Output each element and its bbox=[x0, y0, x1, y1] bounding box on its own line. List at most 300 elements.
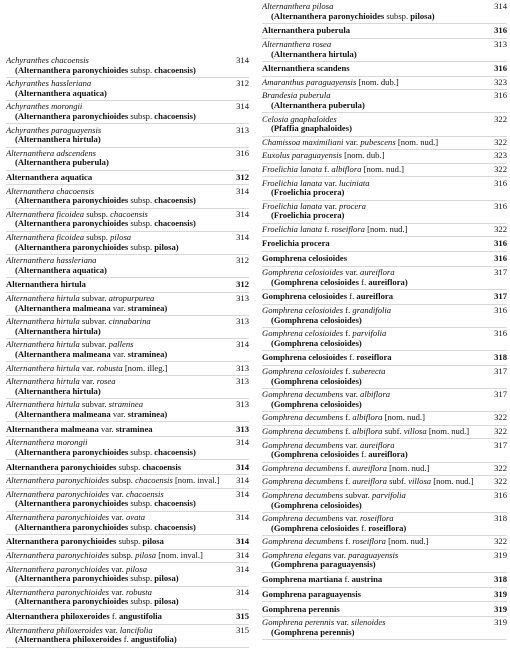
page-number: 314 bbox=[236, 475, 249, 486]
text-segment: (Froelichia procera) bbox=[271, 211, 345, 221]
text-segment: aureiflora bbox=[352, 463, 390, 473]
taxon-name bbox=[6, 340, 227, 350]
index-entry bbox=[6, 102, 249, 124]
text-segment: subsp. bbox=[118, 462, 143, 472]
page-number: 316 bbox=[494, 253, 507, 264]
taxon-name bbox=[262, 537, 485, 547]
text-segment: (Alternanthera paronychioides bbox=[15, 111, 131, 121]
index-entry bbox=[262, 165, 507, 177]
index-entry bbox=[6, 438, 249, 460]
taxon-name bbox=[6, 513, 227, 523]
index-entry bbox=[6, 565, 249, 587]
index-entry bbox=[262, 91, 507, 113]
index-entry-accepted bbox=[6, 462, 249, 476]
text-segment: aureiflora bbox=[352, 477, 390, 487]
accepted-name-reference bbox=[6, 304, 258, 314]
index-entry-accepted bbox=[262, 253, 507, 267]
index-entry bbox=[262, 78, 507, 90]
taxon-name bbox=[262, 138, 485, 148]
text-segment: var. bbox=[101, 424, 116, 434]
taxon-name bbox=[6, 463, 227, 473]
text-segment: (Alternanthera malmeana bbox=[15, 350, 113, 360]
index-entry bbox=[262, 390, 507, 412]
text-segment: f. bbox=[345, 477, 353, 487]
text-segment: subsp. bbox=[111, 476, 136, 486]
taxon-name bbox=[262, 575, 485, 585]
index-entry bbox=[6, 256, 249, 278]
index-entry bbox=[6, 233, 249, 255]
page-number: 316 bbox=[494, 305, 507, 315]
taxon-name bbox=[6, 537, 227, 547]
text-segment: var. bbox=[345, 440, 361, 450]
text-segment: f. bbox=[345, 367, 353, 377]
text-segment: chacoensis) bbox=[154, 219, 196, 229]
page-number: 319 bbox=[494, 549, 507, 560]
accepted-name-reference bbox=[6, 112, 258, 122]
taxon-name bbox=[262, 179, 485, 189]
index-entry bbox=[262, 329, 507, 351]
taxon-name bbox=[262, 441, 485, 451]
accepted-name-reference bbox=[6, 499, 258, 509]
text-segment: subsp. bbox=[111, 550, 136, 560]
taxon-name bbox=[6, 476, 227, 486]
accepted-name-reference bbox=[262, 628, 510, 638]
taxon-name bbox=[262, 413, 485, 423]
accepted-name-reference bbox=[6, 89, 258, 99]
text-segment: pubescens bbox=[360, 137, 398, 147]
index-entry bbox=[6, 551, 249, 563]
text-segment: subsp. bbox=[130, 574, 155, 584]
text-segment: f. bbox=[361, 277, 369, 287]
page-number: 316 bbox=[236, 147, 249, 158]
text-segment: Gomphrena decumbens bbox=[262, 413, 346, 423]
text-segment: (Alternanthera hirtula) bbox=[15, 326, 101, 336]
text-segment: angustifolia bbox=[119, 611, 162, 621]
text-segment: Gomphrena celosioides bbox=[262, 353, 350, 363]
accepted-name-reference bbox=[262, 124, 510, 134]
index-entry bbox=[262, 2, 507, 24]
text-segment: var. bbox=[345, 390, 361, 400]
index-entry bbox=[6, 513, 249, 535]
index-entry bbox=[262, 179, 507, 201]
text-segment: f. bbox=[345, 427, 353, 437]
text-segment: subsp. bbox=[130, 196, 155, 206]
text-segment: grandifolia bbox=[352, 306, 392, 315]
text-segment: chacoensis bbox=[142, 462, 182, 472]
index-entry bbox=[262, 427, 507, 439]
text-segment: (Alternanthera paronychioides bbox=[15, 522, 131, 532]
text-segment: albiflora bbox=[360, 390, 391, 400]
page-number: 313 bbox=[236, 423, 249, 434]
text-segment: pilosa) bbox=[154, 574, 179, 584]
page-number: 322 bbox=[494, 163, 507, 174]
taxon-name bbox=[262, 306, 485, 316]
text-segment: [nom. nud.] bbox=[367, 224, 408, 234]
text-segment: Gomphrena decumbens bbox=[262, 427, 346, 437]
taxon-name bbox=[6, 79, 227, 89]
text-segment: parvifolia bbox=[371, 490, 406, 500]
text-segment: f. bbox=[361, 523, 369, 533]
text-segment: subvar. bbox=[81, 340, 109, 350]
text-segment: Gomphrena decumbens bbox=[262, 537, 346, 547]
index-entry bbox=[6, 400, 249, 422]
text-segment: subsp. bbox=[130, 447, 155, 457]
text-segment: subsp. bbox=[130, 597, 155, 607]
index-entry-accepted bbox=[6, 424, 249, 438]
page-number: 316 bbox=[494, 63, 507, 74]
index-entry-accepted bbox=[6, 279, 249, 293]
page-number: 319 bbox=[494, 588, 507, 599]
text-segment: chacoensis) bbox=[154, 499, 196, 509]
accepted-name-reference bbox=[6, 350, 258, 360]
taxon-name bbox=[6, 280, 227, 290]
page-number: 313 bbox=[494, 38, 507, 49]
text-segment: var. bbox=[345, 514, 361, 524]
text-segment: robusta bbox=[96, 363, 125, 373]
index-entry-accepted bbox=[262, 574, 507, 588]
text-segment: albiflora bbox=[352, 413, 385, 423]
text-segment: Gomphrena paraguayensis bbox=[262, 589, 361, 599]
page-number: 322 bbox=[494, 476, 507, 487]
text-segment: subsp. bbox=[130, 499, 155, 509]
text-segment: chacoensis) bbox=[154, 111, 196, 121]
text-segment: Gomphrena celosioides bbox=[262, 292, 350, 302]
index-entry-accepted bbox=[6, 172, 249, 186]
taxon-name bbox=[262, 618, 485, 628]
text-segment: Achyranthes chacoensis bbox=[6, 56, 89, 65]
page-number: 314 bbox=[494, 1, 507, 11]
page-number: 322 bbox=[494, 462, 507, 473]
text-segment: f. bbox=[345, 463, 353, 473]
page-number: 314 bbox=[236, 101, 249, 112]
text-segment: f. bbox=[344, 575, 352, 585]
accepted-name-reference bbox=[262, 524, 510, 534]
text-segment: var. bbox=[111, 564, 126, 574]
text-segment: var. bbox=[111, 513, 126, 523]
text-segment: Alternanthera hirtula bbox=[6, 377, 82, 387]
taxon-name bbox=[6, 438, 227, 448]
text-segment: Gomphrena celosioides bbox=[262, 268, 346, 278]
text-segment: subf. bbox=[384, 427, 404, 437]
taxon-name bbox=[262, 390, 485, 400]
text-segment: chacoensis bbox=[125, 489, 164, 499]
text-segment: ovata bbox=[125, 513, 146, 523]
accepted-name-reference bbox=[6, 448, 258, 458]
taxon-name bbox=[6, 626, 227, 636]
accepted-name-reference bbox=[6, 219, 258, 229]
taxon-name bbox=[262, 239, 485, 249]
taxon-name bbox=[262, 64, 485, 74]
taxon-name bbox=[262, 292, 485, 302]
taxon-name bbox=[6, 551, 227, 561]
text-segment: robusta bbox=[125, 587, 152, 597]
text-segment: Alternanthera paronychioides bbox=[6, 489, 112, 499]
text-segment: Gomphrena elegans bbox=[262, 550, 334, 560]
text-segment: chacoensis) bbox=[154, 522, 196, 532]
index-entry bbox=[262, 40, 507, 62]
text-segment: pilosa bbox=[110, 232, 132, 242]
taxon-name bbox=[262, 268, 485, 278]
index-entry bbox=[6, 210, 249, 232]
text-segment: straminea bbox=[115, 424, 153, 434]
text-segment: var. bbox=[104, 625, 120, 635]
text-segment: atropurpurea bbox=[108, 294, 155, 304]
taxon-name bbox=[6, 565, 227, 575]
page-number: 312 bbox=[236, 171, 249, 182]
accepted-name-reference bbox=[262, 316, 510, 326]
page-number: 323 bbox=[494, 150, 507, 161]
taxon-name bbox=[262, 477, 485, 487]
text-segment: Gomphrena perennis bbox=[262, 604, 340, 614]
text-segment: Alternanthera paronychioides bbox=[6, 513, 112, 523]
text-segment: [nom. nud.] bbox=[433, 477, 474, 487]
text-segment: angustifolia) bbox=[130, 635, 177, 645]
text-segment: Gomphrena celosioides bbox=[262, 367, 346, 377]
text-segment: Alternanthera malmeana bbox=[6, 424, 101, 434]
text-segment: Alternanthera hassleriana bbox=[6, 256, 97, 266]
page-number: 318 bbox=[494, 513, 507, 524]
text-segment: [nom. nud.] bbox=[363, 164, 404, 174]
text-segment: [nom. nud.] bbox=[389, 463, 430, 473]
index-entry bbox=[6, 377, 249, 399]
index-entry bbox=[6, 588, 249, 610]
index-entry bbox=[262, 618, 507, 640]
text-segment: f. bbox=[111, 611, 119, 621]
page-number: 322 bbox=[494, 426, 507, 437]
text-segment: (Pfaffia gnaphaloides) bbox=[271, 124, 352, 134]
taxon-name bbox=[262, 329, 485, 339]
text-segment: Achyranthes morongii bbox=[6, 102, 83, 112]
taxon-name bbox=[6, 612, 227, 622]
text-segment: Gomphrena celosioides bbox=[262, 329, 346, 339]
taxon-name bbox=[262, 427, 485, 437]
text-segment: subsp. bbox=[130, 522, 155, 532]
page-number: 316 bbox=[494, 200, 507, 211]
text-segment: aureiflora bbox=[356, 292, 393, 302]
accepted-name-reference bbox=[262, 50, 510, 60]
index-entry bbox=[6, 317, 249, 339]
page-number: 312 bbox=[236, 279, 249, 290]
text-segment: Alternanthera paronychioides bbox=[6, 462, 119, 472]
text-segment: f. bbox=[345, 306, 353, 315]
text-segment: parvifolia bbox=[352, 329, 387, 339]
text-segment: [nom. dub.] bbox=[344, 151, 385, 161]
taxon-name bbox=[262, 26, 485, 36]
text-segment: Amaranthus paraguayensis bbox=[262, 77, 359, 87]
text-segment: (Alternanthera hirtula) bbox=[271, 49, 357, 59]
text-segment: Gomphrena celosioides bbox=[262, 306, 346, 315]
accepted-name-reference bbox=[262, 101, 510, 111]
index-entry-accepted bbox=[262, 604, 507, 618]
text-segment: (Alternanthera malmeana bbox=[15, 303, 113, 313]
page-number: 313 bbox=[236, 316, 249, 327]
accepted-name-reference bbox=[6, 243, 258, 253]
text-segment: f. bbox=[345, 413, 353, 423]
text-segment: (Gomphrena celosioides bbox=[271, 523, 362, 533]
text-segment: Froelichia lanata bbox=[262, 201, 325, 211]
text-segment: Alternanthera hirtula bbox=[6, 363, 82, 373]
text-segment: subvar. bbox=[81, 294, 109, 304]
index-entry-accepted bbox=[262, 291, 507, 305]
taxon-name bbox=[6, 377, 227, 387]
text-segment: var. bbox=[111, 489, 126, 499]
page-number: 314 bbox=[236, 488, 249, 499]
text-segment: Froelichia lanata bbox=[262, 178, 325, 188]
text-segment: var. bbox=[345, 268, 361, 278]
text-segment: austrina bbox=[351, 575, 383, 585]
taxon-name bbox=[262, 353, 485, 363]
accepted-name-reference bbox=[262, 12, 510, 22]
text-segment: [nom. nud.] bbox=[388, 537, 429, 547]
text-segment: aureiflora bbox=[360, 268, 395, 278]
text-segment: Froelichia lanata bbox=[262, 224, 325, 234]
taxon-name bbox=[6, 210, 227, 220]
text-segment: [nom. illeg.] bbox=[124, 363, 168, 373]
text-segment: (Alternanthera paronychioides bbox=[15, 574, 131, 584]
text-segment: Alternanthera rosea bbox=[262, 39, 332, 49]
text-segment: (Gomphrena celosioides bbox=[271, 277, 362, 287]
text-segment: chacoensis bbox=[110, 209, 148, 219]
text-segment: pilosa) bbox=[154, 242, 179, 252]
taxon-name bbox=[262, 78, 485, 88]
text-segment: Gomphrena perennis bbox=[262, 618, 337, 628]
text-segment: pilosa bbox=[125, 564, 147, 574]
text-segment: var. bbox=[324, 178, 340, 188]
page-number: 322 bbox=[494, 136, 507, 147]
text-segment: Froelichia procera bbox=[262, 239, 330, 249]
text-segment: cinnabarina bbox=[108, 317, 151, 327]
text-segment: subsp. bbox=[118, 537, 143, 547]
accepted-name-reference bbox=[262, 450, 510, 460]
text-segment: chacoensis) bbox=[154, 447, 196, 457]
text-segment: subvar. bbox=[81, 317, 109, 327]
index-entry-accepted bbox=[6, 611, 249, 625]
page-number: 317 bbox=[494, 267, 507, 278]
taxon-name bbox=[262, 225, 485, 235]
text-segment: roseiflora) bbox=[368, 523, 407, 533]
page-number: 313 bbox=[236, 399, 249, 410]
taxon-name bbox=[6, 490, 227, 500]
text-segment: straminea) bbox=[127, 350, 168, 360]
page-number: 318 bbox=[494, 574, 507, 585]
taxon-name bbox=[6, 588, 227, 598]
page-number: 314 bbox=[236, 231, 249, 242]
accepted-name-reference bbox=[6, 410, 258, 420]
text-segment: (Alternanthera paronychioides bbox=[15, 242, 131, 252]
text-segment: (Gomphrena celosioides) bbox=[271, 338, 362, 348]
text-segment: aureiflora) bbox=[368, 277, 408, 287]
page-number: 319 bbox=[494, 603, 507, 614]
page-number: 317 bbox=[494, 366, 507, 377]
taxon-name bbox=[6, 233, 227, 243]
text-segment: f. bbox=[324, 224, 332, 234]
text-segment: (Alternanthera malmeana bbox=[15, 409, 113, 419]
index-entry-accepted bbox=[6, 536, 249, 550]
text-segment: chacoensis bbox=[135, 476, 175, 486]
text-segment: [nom. nud.] bbox=[397, 137, 439, 147]
text-segment: chacoensis) bbox=[154, 65, 196, 75]
page-number: 314 bbox=[236, 563, 249, 574]
index-entry bbox=[6, 56, 249, 78]
taxon-name bbox=[6, 149, 227, 159]
text-segment: pilosa) bbox=[410, 11, 435, 21]
text-segment: Alternanthera chacoensis bbox=[6, 186, 95, 196]
taxon-name bbox=[262, 202, 485, 212]
text-segment: (Alternanthera hirtula) bbox=[15, 135, 101, 145]
text-segment: Alternanthera paronychioides bbox=[6, 564, 112, 574]
text-segment: (Alternanthera puberula) bbox=[15, 158, 109, 168]
text-segment: [nom. inval.] bbox=[174, 476, 220, 486]
text-segment: roseiflora bbox=[360, 514, 394, 524]
text-segment: Alternanthera ficoidea bbox=[6, 232, 87, 242]
text-segment: var. bbox=[81, 377, 97, 387]
page-number: 313 bbox=[236, 376, 249, 387]
taxon-name bbox=[262, 590, 485, 600]
text-segment: straminea) bbox=[127, 303, 168, 313]
text-segment: Alternanthera philoxeroides bbox=[6, 611, 112, 621]
text-segment: Achyranthes hassleriana bbox=[6, 79, 92, 89]
text-segment: (Gomphrena celosioides) bbox=[271, 399, 362, 409]
taxon-name bbox=[6, 187, 227, 197]
text-segment: Alternanthera hirtula bbox=[6, 340, 82, 350]
accepted-name-reference bbox=[262, 211, 510, 221]
text-segment: paraguayensis bbox=[348, 550, 399, 560]
text-segment: roseiflora bbox=[356, 353, 392, 363]
accepted-name-reference bbox=[6, 196, 258, 206]
text-segment: albiflora bbox=[331, 164, 364, 174]
text-segment: Chamissoa maximiliani bbox=[262, 137, 346, 147]
text-segment: villosa bbox=[403, 427, 429, 437]
text-segment: roseiflora bbox=[352, 537, 389, 547]
page-number: 315 bbox=[236, 624, 249, 635]
taxon-name bbox=[6, 425, 227, 435]
text-segment: villosa bbox=[408, 477, 434, 487]
page-number: 319 bbox=[494, 617, 507, 628]
page-number: 315 bbox=[236, 610, 249, 621]
text-segment: (Gomphrena celosioides) bbox=[271, 376, 362, 386]
text-segment: Alternanthera scandens bbox=[262, 64, 350, 74]
accepted-name-reference bbox=[262, 501, 510, 511]
accepted-name-reference bbox=[6, 266, 258, 276]
text-segment: lancifolia bbox=[119, 625, 153, 635]
text-segment: Froelichia lanata bbox=[262, 164, 325, 174]
index-entry-accepted bbox=[262, 63, 507, 77]
taxon-name bbox=[6, 256, 227, 266]
taxon-name bbox=[6, 400, 227, 410]
text-segment: var. bbox=[112, 409, 128, 419]
index-entry bbox=[262, 514, 507, 536]
text-segment: Gomphrena decumbens bbox=[262, 440, 346, 450]
text-segment: Alternanthera philoxeroides bbox=[6, 625, 105, 635]
index-entry bbox=[6, 187, 249, 209]
text-segment: Alternanthera aquatica bbox=[6, 172, 93, 182]
index-entry bbox=[262, 537, 507, 549]
index-entry bbox=[6, 149, 249, 171]
text-segment: (Alternanthera paronychioides bbox=[15, 499, 131, 509]
taxon-name bbox=[262, 2, 485, 12]
index-entry bbox=[262, 115, 507, 137]
page-number: 312 bbox=[236, 78, 249, 89]
text-segment: Celosia gnaphaloides bbox=[262, 114, 337, 124]
page-number: 314 bbox=[236, 339, 249, 350]
text-segment: Alternanthera paronychioides bbox=[6, 476, 112, 486]
taxon-name bbox=[262, 165, 485, 175]
text-segment: Alternanthera puberula bbox=[262, 26, 351, 36]
page-number: 313 bbox=[236, 293, 249, 304]
text-segment: pilosa) bbox=[154, 597, 179, 607]
page-number: 316 bbox=[494, 489, 507, 500]
taxon-name bbox=[262, 367, 485, 377]
